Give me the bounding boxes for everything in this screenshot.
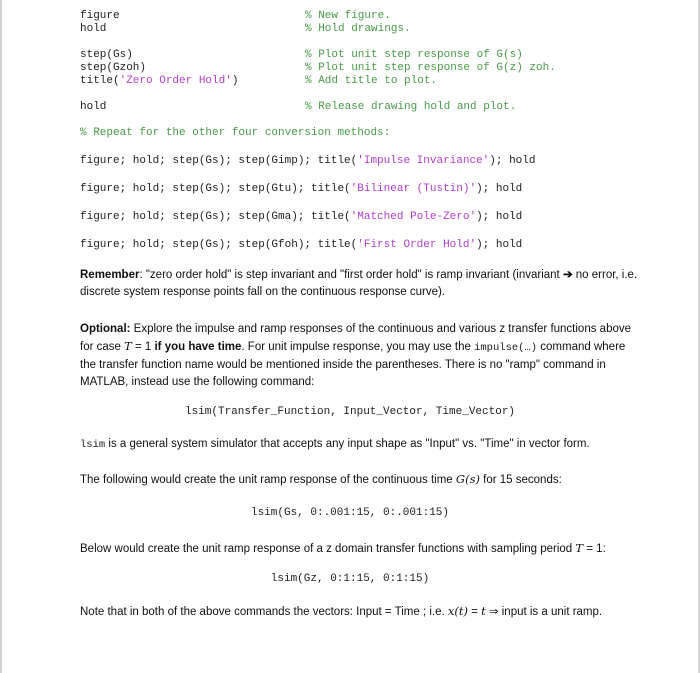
code-hold: hold (80, 23, 107, 35)
lsim-syntax: lsim(Transfer_Function, Input_Vector, Time_Vector) (184, 406, 516, 418)
lsim-discrete: lsim(Gz, 0:1:15, 0:1:15) (270, 573, 430, 585)
comment-repeat: % Repeat for the other four conversion methods: (80, 127, 391, 139)
code-line-foh: figure; hold; step(Gs); step(Gfoh); title('First Order Hold'); hold (80, 239, 523, 251)
code-hold-release: hold (80, 101, 107, 113)
ramp-continuous-text: The following would create the unit ramp response of the continuous time G(s) for 15 seconds: (80, 472, 562, 486)
note-paragraph: Note that in both of the above commands the vectors: Input = Time ; i.e. x(t) = t ⇒ input is a unit ramp. (80, 604, 603, 618)
comment-plot-gs: % Plot unit step response of G(s) (305, 49, 523, 61)
lsim-continuous: lsim(Gs, 0:.001:15, 0:.001:15) (250, 507, 450, 519)
ramp-discrete-text: Below would create the unit ramp response of a z domain transfer functions with sampling period T = 1: (80, 541, 606, 555)
remember-paragraph: Remember: "zero order hold" is step invariant and "first order hold" is ramp invariant (invariant ➔ no error, i.e. discrete system response points fall on the continuous response curve). (80, 269, 638, 298)
code-step-gzoh: step(Gzoh) (80, 62, 147, 74)
lsim-description: lsim is a general system simulator that accepts any input shape as "Input" vs. "Time" in vector form. (80, 438, 590, 451)
code-figure: figure (80, 10, 120, 22)
comment-release-hold: % Release drawing hold and plot. (305, 101, 517, 113)
comment-plot-gz: % Plot unit step response of G(z) zoh. (305, 62, 556, 74)
arrow-right-icon: ➔ (562, 269, 573, 281)
code-line-impulse: figure; hold; step(Gs); step(Gimp); title('Impulse Invariance'); hold (80, 155, 536, 167)
code-step-gs: step(Gs) (80, 49, 133, 61)
code-line-matched: figure; hold; step(Gs); step(Gma); title('Matched Pole-Zero'); hold (80, 211, 523, 223)
optional-paragraph: Optional: Explore the impulse and ramp responses of the continuous and various z transfer functions above for case T = 1 if you have time. For unit impulse response, you may use the impulse(…) command where the transfer function name would be mentioned inside the parentheses. There is no "ramp" command in MATLAB, instead use the following command: (80, 323, 632, 388)
comment-add-title: % Add title to plot. (305, 75, 438, 87)
comment-new-figure: % New figure. (305, 10, 391, 22)
comment-hold-drawings: % Hold drawings. (305, 23, 411, 35)
code-line-tustin: figure; hold; step(Gs); step(Gtu); title('Bilinear (Tustin)'); hold (80, 183, 523, 195)
code-title-zoh: title('Zero Order Hold') (80, 75, 239, 87)
